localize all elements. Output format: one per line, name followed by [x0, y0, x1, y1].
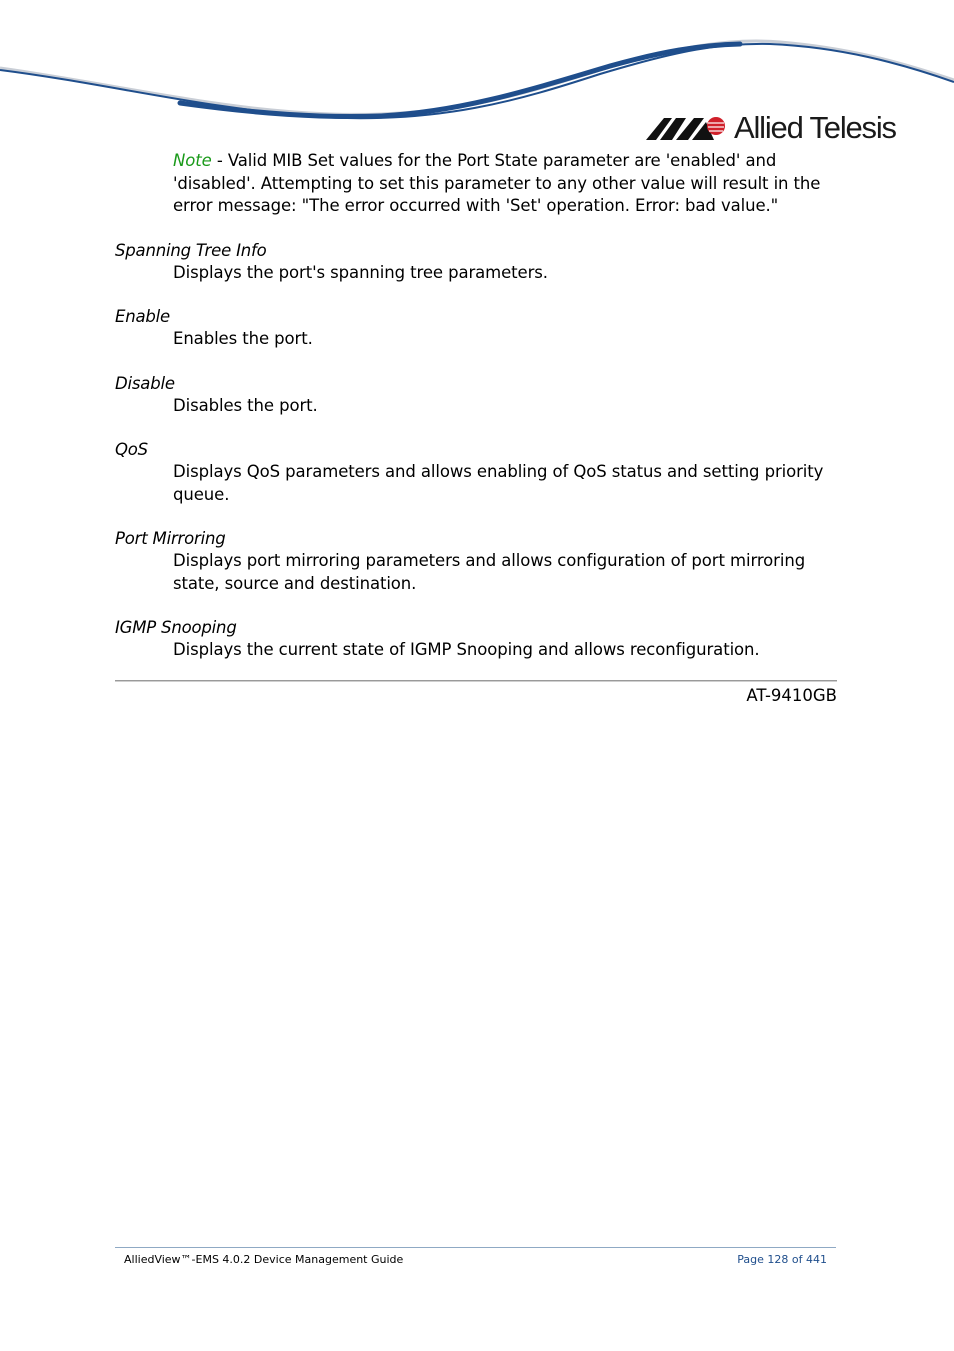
term-label: Spanning Tree Info [115, 240, 267, 260]
footer-page-number: Page 128 of 441 [737, 1253, 827, 1266]
entry-igmp-snooping [115, 617, 837, 662]
footer-divider [115, 1247, 836, 1248]
entry-port-mirroring [115, 528, 837, 595]
term-description: Enables the port. [173, 329, 313, 348]
term-description: Displays the current state of IGMP Snooping and allows reconfiguration. [173, 640, 760, 659]
term-label: IGMP Snooping [115, 618, 237, 637]
term-label: Disable [115, 373, 175, 393]
term-description: Displays the port's spanning tree parameters. [173, 262, 548, 282]
term-description: Displays QoS parameters and allows enabling of QoS status and setting priority queue. [173, 462, 824, 504]
section-divider [115, 680, 837, 681]
entry-disable [115, 373, 837, 418]
note-label: Note [173, 151, 212, 170]
footer-doc-title: AlliedView™-EMS 4.0.2 Device Management Guide [124, 1253, 404, 1266]
note-text: - Valid MIB Set values for the Port State parameter are 'enabled' and 'disabled'. Attempting to set this parameter to any other value will result in the error message: "The error occurred with 'Set' operation. Error: bad value." [173, 151, 821, 215]
entry-qos [115, 439, 837, 506]
term-label: Port Mirroring [115, 529, 226, 548]
logo-mark-icon [646, 110, 730, 146]
term-label: QoS [115, 440, 148, 459]
term-description: Displays port mirroring parameters and allows configuration of port mirroring state, source and destination. [173, 551, 806, 593]
brand-name: Allied Telesis [734, 110, 896, 145]
entry-spanning-tree-info [115, 240, 837, 285]
model-label: AT-9410GB [746, 686, 837, 705]
note-paragraph [173, 150, 837, 218]
term-description: Disables the port. [173, 395, 318, 415]
allied-telesis-logo [646, 108, 906, 148]
entry-enable [115, 306, 837, 351]
main-content [115, 150, 837, 662]
term-label: Enable [115, 307, 171, 326]
